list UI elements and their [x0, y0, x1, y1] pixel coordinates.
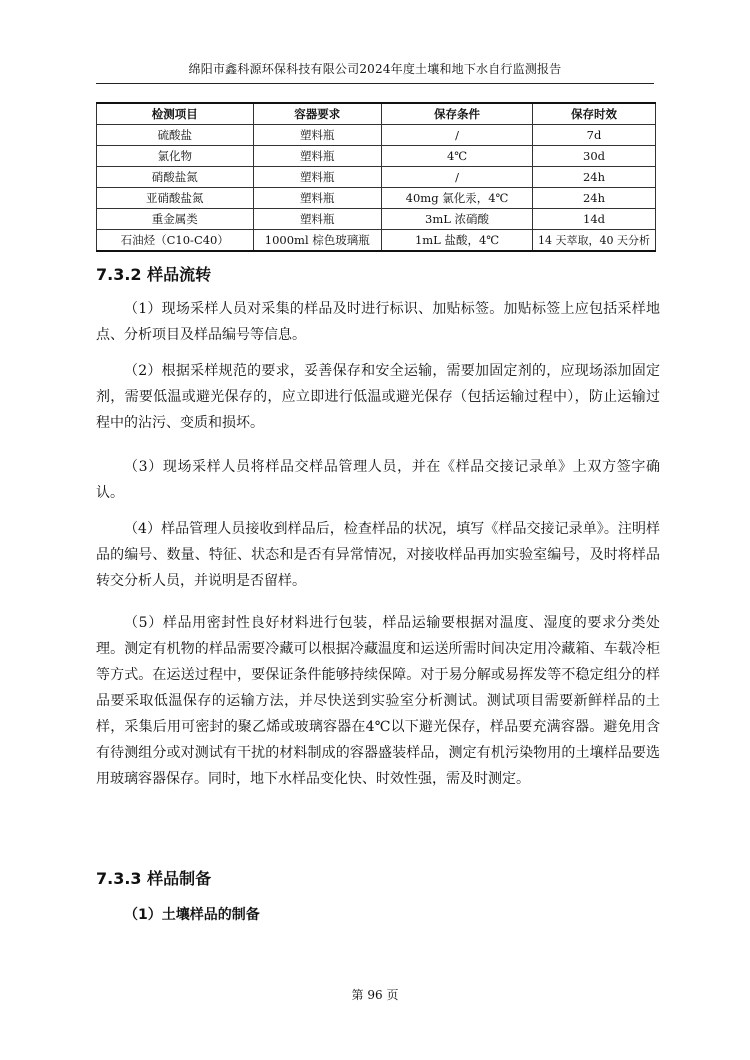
- table-cell: 4℃: [382, 146, 533, 167]
- table-cell: 塑料瓶: [253, 188, 382, 209]
- table-row: [97, 230, 656, 252]
- table-cell: 14d: [533, 209, 656, 230]
- subsection-heading: （1）土壤样品的制备: [124, 907, 260, 923]
- table-cell: 塑料瓶: [253, 167, 382, 188]
- table-row: [97, 188, 656, 209]
- column-header: 保存时效: [533, 103, 656, 125]
- paragraph: （3）现场采样人员将样品交样品管理人员，并在《样品交接记录单》上双方签字确认。: [96, 459, 660, 501]
- table-cell: 重金属类: [97, 209, 254, 230]
- section-heading-7-3-3: 7.3.3 样品制备: [96, 869, 212, 888]
- table-cell: 亚硝酸盐氮: [97, 188, 254, 209]
- section-heading-7-3-2: 7.3.2 样品流转: [96, 265, 212, 284]
- column-header: 容器要求: [253, 103, 382, 125]
- paragraph: （4）样品管理人员接收到样品后，检查样品的状况，填写《样品交接记录单》。注明样品的编号、数量、特征、状态和是否有异常情况，对接收样品再加实验室编号，及时将样品转交分析人员，并说明是否留样。: [96, 521, 660, 589]
- table-cell: 1mL 盐酸，4℃: [382, 230, 533, 252]
- table-row: [97, 125, 656, 146]
- page-header: 绵阳市鑫科源环保科技有限公司2024年度土壤和地下水自行监测报告: [96, 60, 654, 84]
- table-cell: 14 天萃取，40 天分析: [533, 230, 656, 252]
- table-cell: 40mg 氯化汞，4℃: [382, 188, 533, 209]
- paragraph: （1）现场采样人员对采集的样品及时进行标识、加贴标签。加贴标签上应包括采样地点、分析项目及样品编号等信息。: [96, 301, 660, 343]
- table-row: [97, 209, 656, 230]
- table-row: [97, 146, 656, 167]
- table-cell: 1000ml 棕色玻璃瓶: [253, 230, 382, 252]
- table-cell: 氯化物: [97, 146, 254, 167]
- table-cell: 石油烃（C10-C40）: [97, 230, 254, 252]
- table-cell: 塑料瓶: [253, 125, 382, 146]
- table-cell: 塑料瓶: [253, 209, 382, 230]
- table-cell: 硝酸盐氮: [97, 167, 254, 188]
- table-cell: 24h: [533, 188, 656, 209]
- table-cell: 3mL 浓硝酸: [382, 209, 533, 230]
- table-cell: 30d: [533, 146, 656, 167]
- table-row: [97, 167, 656, 188]
- table-cell: /: [382, 125, 533, 146]
- column-header: 检测项目: [97, 103, 254, 125]
- table-cell: 7d: [533, 125, 656, 146]
- table-cell: 硫酸盐: [97, 125, 254, 146]
- column-header: 保存条件: [382, 103, 533, 125]
- table-cell: /: [382, 167, 533, 188]
- paragraph: （5）样品用密封性良好材料进行包装，样品运输要根据对温度、湿度的要求分类处理。测定有机物的样品需要冷藏可以根据冷藏温度和运送所需时间决定用冷藏箱、车载冷柜等方式。在运送过程中，要保证条件能够持续保障。对于易分解或易挥发等不稳定组分的样品要采取低温保存的运输方法，并尽快送到实验室分析测试。测试项目需要新鲜样品的土样，采集后用可密封的聚乙烯或玻璃容器在4℃以下避光保存，样品要充满容器。避免用含有待测组分或对测试有干扰的材料制成的容器盛装样品，测定有机污染物用的土壤样品要选用玻璃容器保存。同时，地下水样品变化快、时效性强，需及时测定。: [96, 615, 660, 787]
- paragraph: （2）根据采样规范的要求，妥善保存和安全运输，需要加固定剂的，应现场添加固定剂，需要低温或避光保存的，应立即进行低温或避光保存（包括运输过程中），防止运输过程中的沾污、变质和损坏。: [96, 363, 660, 431]
- table-header-row: [97, 103, 656, 125]
- table-cell: 塑料瓶: [253, 146, 382, 167]
- page-number: 第 96 页: [351, 988, 399, 1002]
- table-cell: 24h: [533, 167, 656, 188]
- sample-preservation-table: [96, 102, 656, 252]
